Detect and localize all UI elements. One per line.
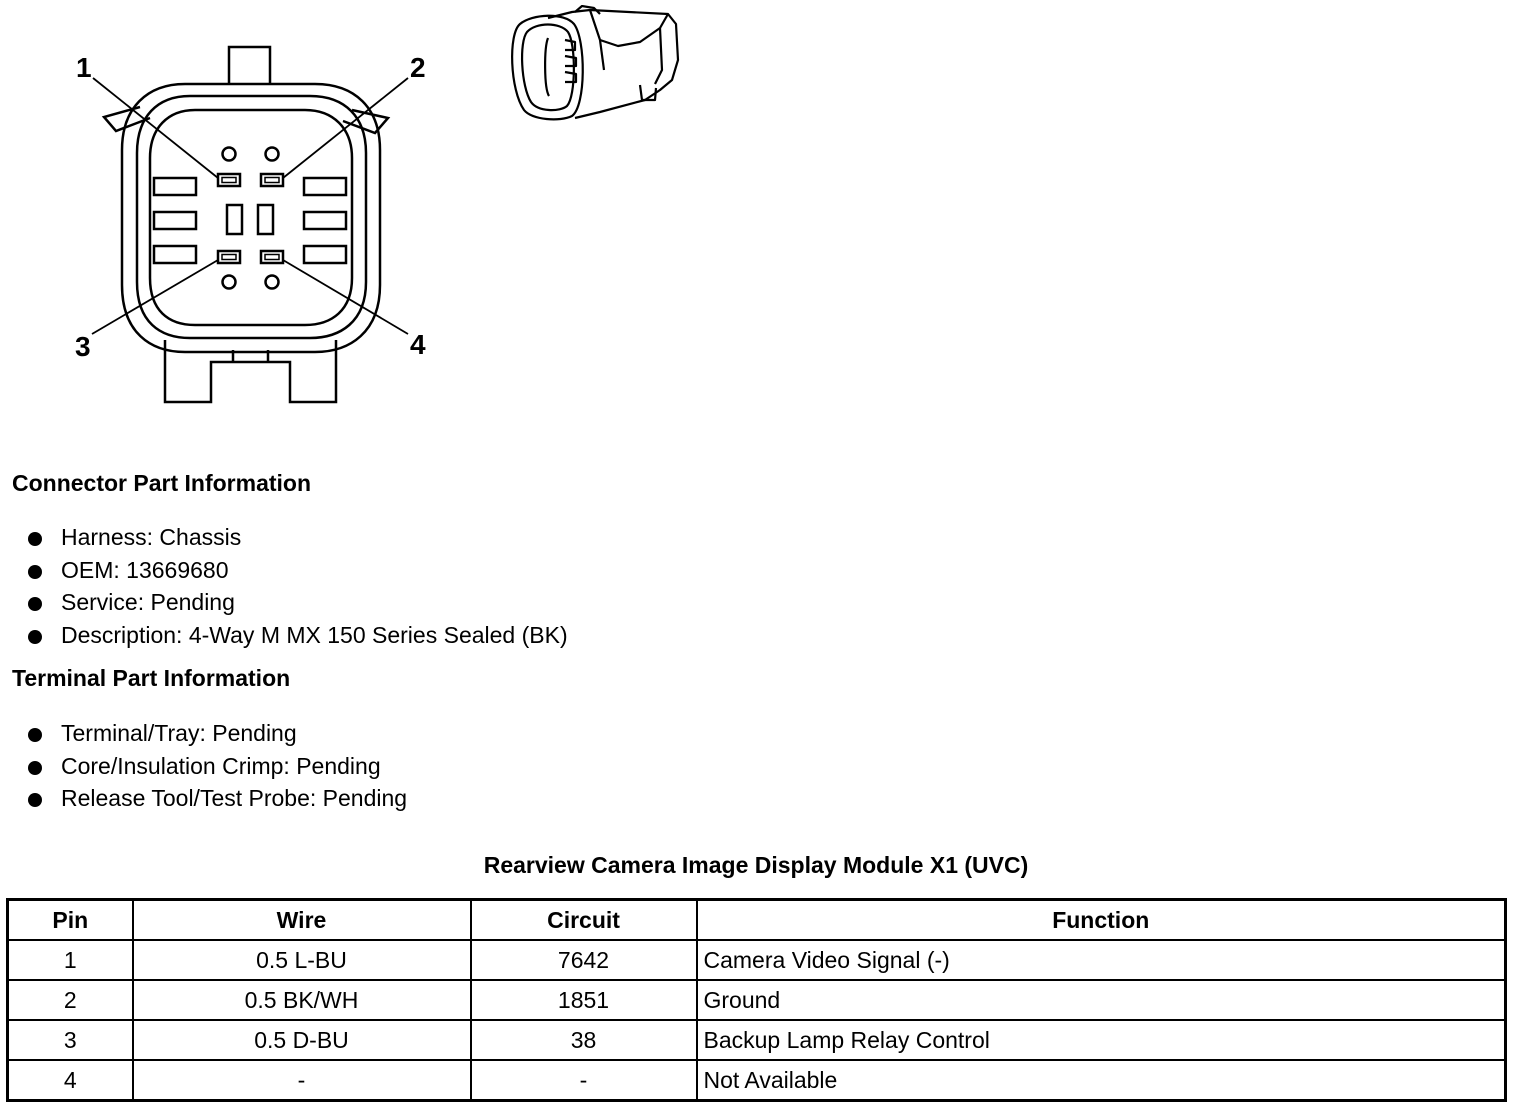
column-header-function: Function bbox=[697, 900, 1506, 941]
cell-function: Ground bbox=[697, 980, 1506, 1020]
table-row bbox=[8, 940, 1506, 980]
pin-label-4: 4 bbox=[410, 329, 426, 360]
cell-wire: 0.5 L-BU bbox=[133, 940, 471, 980]
connector-illustration bbox=[505, 5, 685, 127]
connector-face-diagram bbox=[60, 40, 450, 410]
list-item-text: OEM: 13669680 bbox=[61, 556, 229, 583]
cell-circuit: 38 bbox=[471, 1020, 697, 1060]
cell-function: Backup Lamp Relay Control bbox=[697, 1020, 1506, 1060]
list-item-text: Release Tool/Test Probe: Pending bbox=[61, 785, 408, 812]
bullet-icon bbox=[28, 597, 42, 611]
cell-pin: 1 bbox=[8, 940, 133, 980]
list-item bbox=[28, 619, 568, 652]
bullet-icon bbox=[28, 532, 42, 546]
cell-wire: 0.5 BK/WH bbox=[133, 980, 471, 1020]
list-item-text: Service: Pending bbox=[61, 589, 235, 616]
list-item bbox=[28, 750, 407, 783]
cell-circuit: 1851 bbox=[471, 980, 697, 1020]
list-item bbox=[28, 717, 407, 750]
list-item bbox=[28, 554, 568, 587]
list-item-text: Harness: Chassis bbox=[61, 524, 242, 550]
pinout-table bbox=[6, 898, 1507, 1102]
bullet-icon bbox=[28, 761, 42, 775]
cell-pin: 4 bbox=[8, 1060, 133, 1101]
bullet-icon bbox=[28, 565, 42, 579]
connector-part-info-heading: Connector Part Information bbox=[12, 470, 312, 496]
connector-part-info-list bbox=[28, 521, 568, 652]
cell-pin: 2 bbox=[8, 980, 133, 1020]
bullet-icon bbox=[28, 793, 42, 807]
cell-circuit: 7642 bbox=[471, 940, 697, 980]
table-caption: Rearview Camera Image Display Module X1 (UVC) bbox=[483, 852, 1029, 878]
column-header-wire: Wire bbox=[133, 900, 471, 941]
cell-pin: 3 bbox=[8, 1020, 133, 1060]
bullet-icon bbox=[28, 630, 42, 644]
list-item bbox=[28, 521, 568, 554]
column-header-pin: Pin bbox=[8, 900, 133, 941]
list-item bbox=[28, 782, 407, 815]
pin-label-3: 3 bbox=[75, 331, 91, 362]
cell-function: Camera Video Signal (-) bbox=[697, 940, 1506, 980]
terminal-part-info-list bbox=[28, 717, 407, 815]
pin-label-1: 1 bbox=[76, 52, 92, 83]
list-item-text: Core/Insulation Crimp: Pending bbox=[61, 752, 381, 779]
cell-wire: 0.5 D-BU bbox=[133, 1020, 471, 1060]
cell-function: Not Available bbox=[697, 1060, 1506, 1101]
pin-label-2: 2 bbox=[410, 52, 426, 83]
cell-circuit: - bbox=[471, 1060, 697, 1101]
table-row bbox=[8, 980, 1506, 1020]
list-item-text: Terminal/Tray: Pending bbox=[61, 720, 297, 746]
table-row bbox=[8, 1060, 1506, 1101]
bullet-icon bbox=[28, 728, 42, 742]
table-row bbox=[8, 1020, 1506, 1060]
column-header-circuit: Circuit bbox=[471, 900, 697, 941]
cell-wire: - bbox=[133, 1060, 471, 1101]
terminal-part-info-heading: Terminal Part Information bbox=[12, 665, 291, 691]
list-item-text: Description: 4-Way M MX 150 Series Sealed (BK) bbox=[61, 622, 568, 649]
table-header-row bbox=[8, 900, 1506, 941]
list-item bbox=[28, 586, 568, 619]
